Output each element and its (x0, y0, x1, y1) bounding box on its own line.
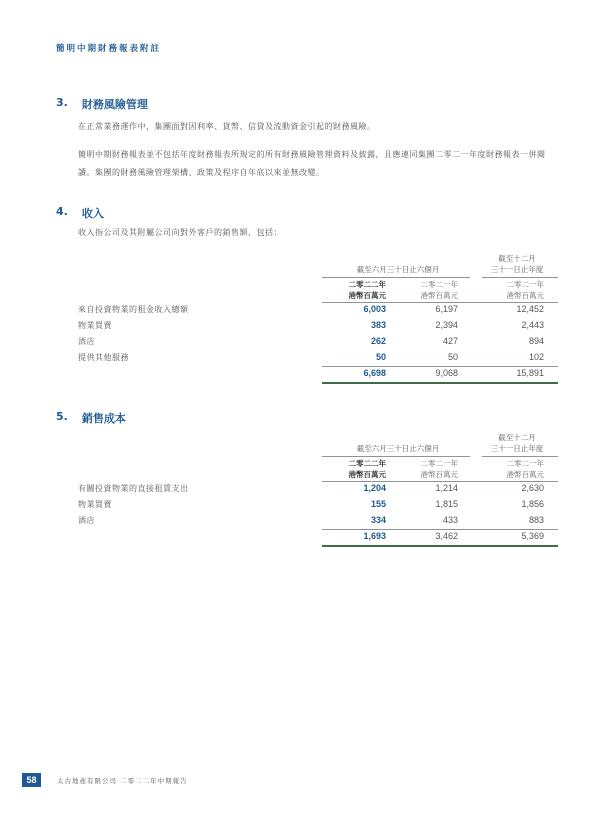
running-head: 簡明中期財務報表附註 (56, 44, 162, 54)
group-header-six-months: 截至六月三十日止六個月 (356, 444, 440, 453)
section-number: 5. (56, 410, 68, 423)
revenue-table (78, 250, 558, 390)
table-row: 酒店 334 433 883 (78, 515, 544, 525)
column-header: 二零二一年 港幣百萬元 (506, 459, 544, 479)
table-row: 來自投資物業的租金收入總額 6,003 6,197 12,452 (78, 304, 544, 314)
group-header-six-months: 截至六月三十日止六個月 (356, 265, 440, 274)
divider (322, 277, 470, 278)
page-number-badge: 58 (22, 773, 41, 787)
footer-text: 太古地產有限公司 二零二二年中期報告 (57, 777, 188, 785)
table-row: 提供其他服務 50 50 102 (78, 352, 544, 362)
section-title: 收入 (81, 207, 104, 220)
total-underline (322, 545, 558, 547)
table-row: 酒店 262 427 894 (78, 336, 544, 346)
section-number: 4. (56, 205, 68, 218)
table-row: 物業買賣 155 1,815 1,856 (78, 499, 544, 509)
group-header-year: 截至十二月 三十一日止年度 (490, 433, 544, 453)
column-header: 二零二一年 港幣百萬元 (420, 459, 458, 479)
total-row: 6,698 9,068 15,891 (363, 368, 544, 378)
section-3-heading (56, 96, 148, 112)
column-header: 二零二一年 港幣百萬元 (420, 280, 458, 300)
paragraph: 在正常業務運作中，集團面對因利率、貨幣、信貸及流動資金引起的財務風險。 (78, 122, 376, 131)
paragraph: 簡明中期財務報表並不包括年度財務報表所規定的所有財務風險管理資料及披露，且應連同集團二零二一年度財務報表一併閱讀。集團的財務風險管理架構、政策及程序自年底以來並無改變。 (78, 150, 546, 177)
section-4-heading (56, 205, 104, 221)
total-underline (322, 382, 558, 384)
table-row: 物業買賣 383 2,394 2,443 (78, 320, 544, 330)
divider (322, 456, 470, 457)
divider (482, 456, 558, 457)
group-header-year: 截至十二月 三十一日止年度 (490, 254, 544, 274)
total-row: 1,693 3,462 5,369 (363, 531, 544, 541)
divider (482, 277, 558, 278)
paragraph: 收入指公司及其附屬公司向對外客戶的銷售額，包括： (78, 228, 282, 237)
column-header: 二零二二年 港幣百萬元 (348, 280, 386, 300)
column-header: 二零二二年 港幣百萬元 (348, 459, 386, 479)
cost-of-sales-table (78, 423, 558, 553)
section-title: 銷售成本 (81, 412, 126, 425)
table-row: 有關投資物業的直接租賃支出 1,204 1,214 2,630 (78, 483, 544, 493)
section-title: 財務風險管理 (81, 98, 148, 111)
column-header: 二零二一年 港幣百萬元 (506, 280, 544, 300)
section-number: 3. (56, 96, 68, 109)
